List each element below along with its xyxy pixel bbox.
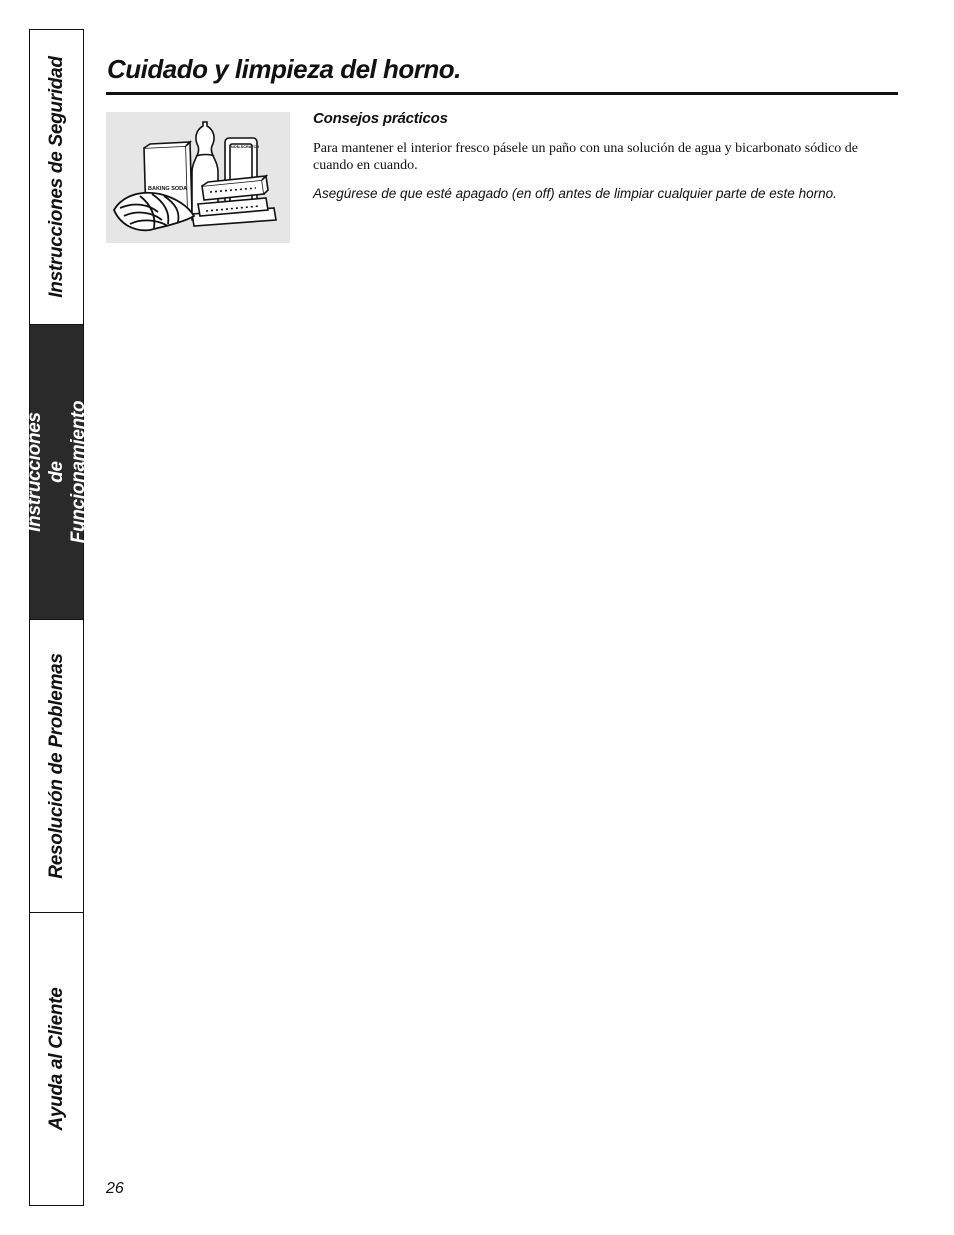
page-title: Cuidado y limpieza del horno.	[107, 54, 461, 84]
tab-operating-label: Instrucciones de Funcionamiento	[23, 400, 89, 544]
safety-note-text: Asegúrese de que esté apagado (en off) antes de limpiar cualquier parte de este horno.	[313, 186, 837, 201]
cleaning-tip-text: Para mantener el interior fresco pásele un paño con una solución de agua y bicarbonato sódico de cuando en cuando.	[313, 141, 859, 173]
tab-troubleshooting[interactable]	[30, 620, 83, 913]
section-heading: Consejos prácticos	[313, 110, 448, 127]
title-divider	[106, 92, 898, 95]
cleaning-supplies-image	[106, 112, 290, 243]
side-tab-bar	[23, 29, 89, 1206]
jar-label: NON-SCRATCH	[231, 145, 259, 149]
page-number: 26	[106, 1180, 124, 1197]
tab-safety-instructions[interactable]	[30, 30, 83, 325]
tab-customer-service[interactable]	[30, 913, 83, 1205]
tab-operating-instructions[interactable]	[23, 325, 89, 620]
tab-safety-label: Instrucciones de Seguridad	[45, 56, 67, 298]
cleaning-supplies-illustration	[106, 112, 290, 243]
tab-troubleshooting-label: Resolución de Problemas	[45, 653, 67, 879]
box-label: BAKING SODA	[148, 186, 188, 192]
tab-customer-service-label: Ayuda al Cliente	[45, 987, 67, 1131]
